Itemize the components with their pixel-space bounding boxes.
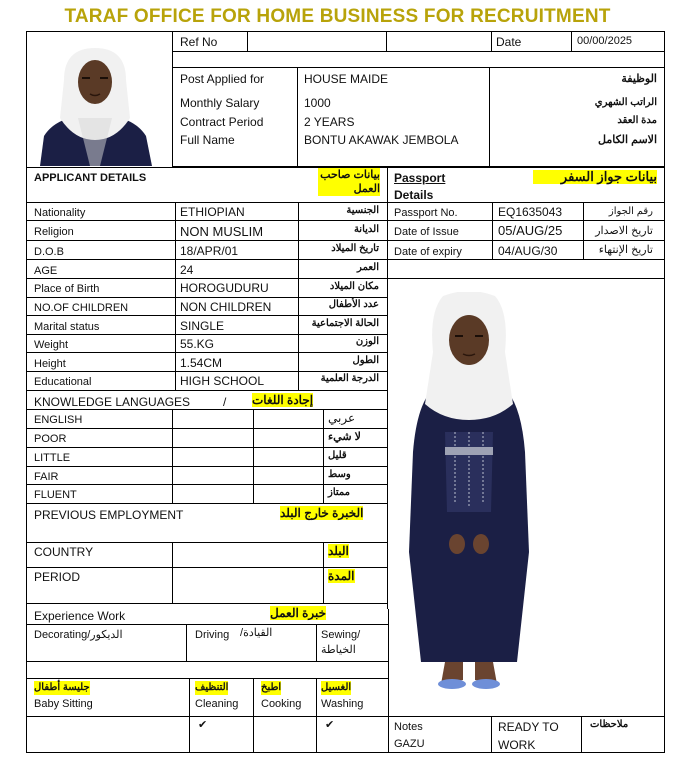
- passport-label: Date of Issue: [394, 226, 459, 238]
- sewing-ar: الخياطة: [321, 644, 356, 656]
- row-ar: الدرجة العلمية: [320, 373, 379, 384]
- washing-ar: الغسيل: [321, 682, 352, 693]
- babysitting-ar: جليسة أطفال: [34, 682, 90, 693]
- name-label: Full Name: [180, 133, 235, 147]
- ref-label: Ref No: [180, 35, 218, 49]
- row-value[interactable]: SINGLE: [180, 319, 225, 333]
- post-value[interactable]: HOUSE MAIDE: [304, 72, 389, 86]
- row-ar: الطول: [352, 355, 379, 366]
- passport-heading-2: Details: [394, 188, 434, 202]
- language-ar: ممتاز: [328, 487, 351, 498]
- date-value[interactable]: 00/00/2025: [577, 35, 633, 47]
- row-ar: مكان الميلاد: [329, 281, 379, 292]
- row-label: Religion: [34, 226, 74, 238]
- language-ar: عربي: [328, 411, 356, 425]
- passport-value[interactable]: EQ1635043: [498, 205, 563, 219]
- salary-ar: الراتب الشهري: [594, 97, 657, 108]
- row-label: Place of Birth: [34, 283, 100, 295]
- passport-value[interactable]: 05/AUG/25: [498, 223, 563, 238]
- name-ar: الاسم الكامل: [598, 134, 657, 146]
- languages-heading-ar: إجادة اللغات: [252, 393, 314, 407]
- contract-value[interactable]: 2 YEARS: [304, 115, 355, 129]
- row-value[interactable]: 1.54CM: [180, 356, 223, 370]
- experience-heading-ar: خبرة العمل: [270, 606, 327, 620]
- contract-label: Contract Period: [180, 115, 264, 129]
- row-label: D.O.B: [34, 246, 64, 258]
- row-value[interactable]: HIGH SCHOOL: [180, 374, 265, 388]
- cleaning-checkbox[interactable]: ✔: [198, 719, 208, 731]
- row-ar: الجنسية: [346, 205, 379, 216]
- page-title: TARAF OFFICE FOR HOME BUSINESS FOR RECRUITMENT: [64, 6, 611, 27]
- employment-heading-ar: الخبرة خارج البلد: [280, 506, 364, 520]
- row-value[interactable]: 18/APR/01: [180, 244, 239, 258]
- post-ar: الوظيفة: [621, 73, 657, 85]
- applicant-heading-ar: بيانات صاحب العمل: [318, 168, 380, 196]
- period-label: PERIOD: [34, 570, 81, 584]
- passport-ar: تاريخ الاصدار: [595, 225, 653, 237]
- name-value[interactable]: BONTU AKAWAK JEMBOLA: [304, 133, 459, 147]
- cooking-label: Cooking: [261, 698, 302, 710]
- cleaning-ar: التنظيف: [195, 682, 229, 693]
- notes-value[interactable]: GAZU: [394, 738, 425, 750]
- passport-label: Passport No.: [394, 207, 458, 219]
- language-label: POOR: [34, 433, 67, 445]
- passport-ar: رقم الجواز: [608, 206, 653, 217]
- row-label: Nationality: [34, 207, 86, 219]
- row-value[interactable]: HOROGUDURU: [180, 281, 269, 295]
- passport-label: Date of expiry: [394, 246, 462, 258]
- language-ar: قليل: [328, 450, 347, 461]
- post-label: Post Applied for: [180, 72, 265, 86]
- row-value[interactable]: ETHIOPIAN: [180, 205, 245, 219]
- ready-line-1: READY TO: [498, 720, 559, 734]
- language-label: ENGLISH: [34, 414, 83, 426]
- notes-ar: ملاحظات: [590, 719, 629, 730]
- small-photo: [34, 40, 156, 166]
- row-ar: الوزن: [355, 336, 379, 347]
- washing-label: Washing: [321, 698, 364, 710]
- applicant-heading: APPLICANT DETAILS: [34, 172, 147, 184]
- row-label: Marital status: [34, 321, 100, 333]
- row-label: Height: [34, 358, 66, 370]
- language-ar: لا شيء: [328, 431, 361, 443]
- row-label: AGE: [34, 265, 58, 277]
- babysitting-label: Baby Sitting: [34, 698, 93, 710]
- row-value[interactable]: NON CHILDREN: [180, 300, 272, 314]
- row-label: Educational: [34, 376, 92, 388]
- row-ar: الديانة: [353, 224, 379, 235]
- washing-checkbox[interactable]: ✔: [325, 719, 335, 731]
- passport-heading-ar: بيانات جواز السفر: [533, 170, 657, 184]
- cleaning-label: Cleaning: [195, 698, 239, 710]
- language-label: FAIR: [34, 471, 59, 483]
- row-value[interactable]: 55.KG: [180, 337, 215, 351]
- language-label: FLUENT: [34, 489, 77, 501]
- row-value[interactable]: 24: [180, 263, 194, 277]
- employment-heading: PREVIOUS EMPLOYMENT: [34, 508, 184, 522]
- date-label: Date: [496, 35, 522, 49]
- notes-label: Notes: [394, 721, 423, 733]
- row-label: Weight: [34, 339, 69, 351]
- passport-ar: تاريخ الإنتهاء: [598, 244, 653, 256]
- languages-heading: KNOWLEDGE LANGUAGES: [34, 395, 191, 409]
- contract-ar: مدة العقد: [617, 115, 657, 126]
- driving-ar: /القيادة: [240, 627, 273, 639]
- row-ar: العمر: [357, 262, 379, 273]
- row-ar: عدد الأطفال: [328, 299, 379, 310]
- languages-slash: /: [223, 395, 227, 409]
- cooking-ar: اطبخ: [261, 682, 282, 693]
- passport-heading-1: Passport: [394, 171, 446, 185]
- row-value[interactable]: NON MUSLIM: [180, 224, 264, 239]
- full-body-photo: [405, 292, 533, 692]
- period-ar: المدة: [328, 569, 355, 583]
- salary-value[interactable]: 1000: [304, 96, 331, 110]
- sewing-label: Sewing/: [321, 629, 361, 641]
- country-ar: البلد: [328, 544, 349, 558]
- language-label: LITTLE: [34, 452, 71, 464]
- passport-value[interactable]: 04/AUG/30: [498, 244, 558, 258]
- experience-heading: Experience Work: [34, 609, 126, 623]
- salary-label: Monthly Salary: [180, 96, 260, 110]
- row-label: NO.OF CHILDREN: [34, 302, 129, 314]
- language-ar: وسط: [328, 469, 351, 480]
- driving-label: Driving: [195, 629, 230, 641]
- ready-line-2: WORK: [498, 738, 536, 752]
- row-ar: الحالة الاجتماعية: [311, 318, 379, 329]
- row-ar: تاريخ الميلاد: [331, 243, 379, 254]
- country-label: COUNTRY: [34, 545, 94, 559]
- decorating-label: Decorating/الديكور: [34, 629, 123, 641]
